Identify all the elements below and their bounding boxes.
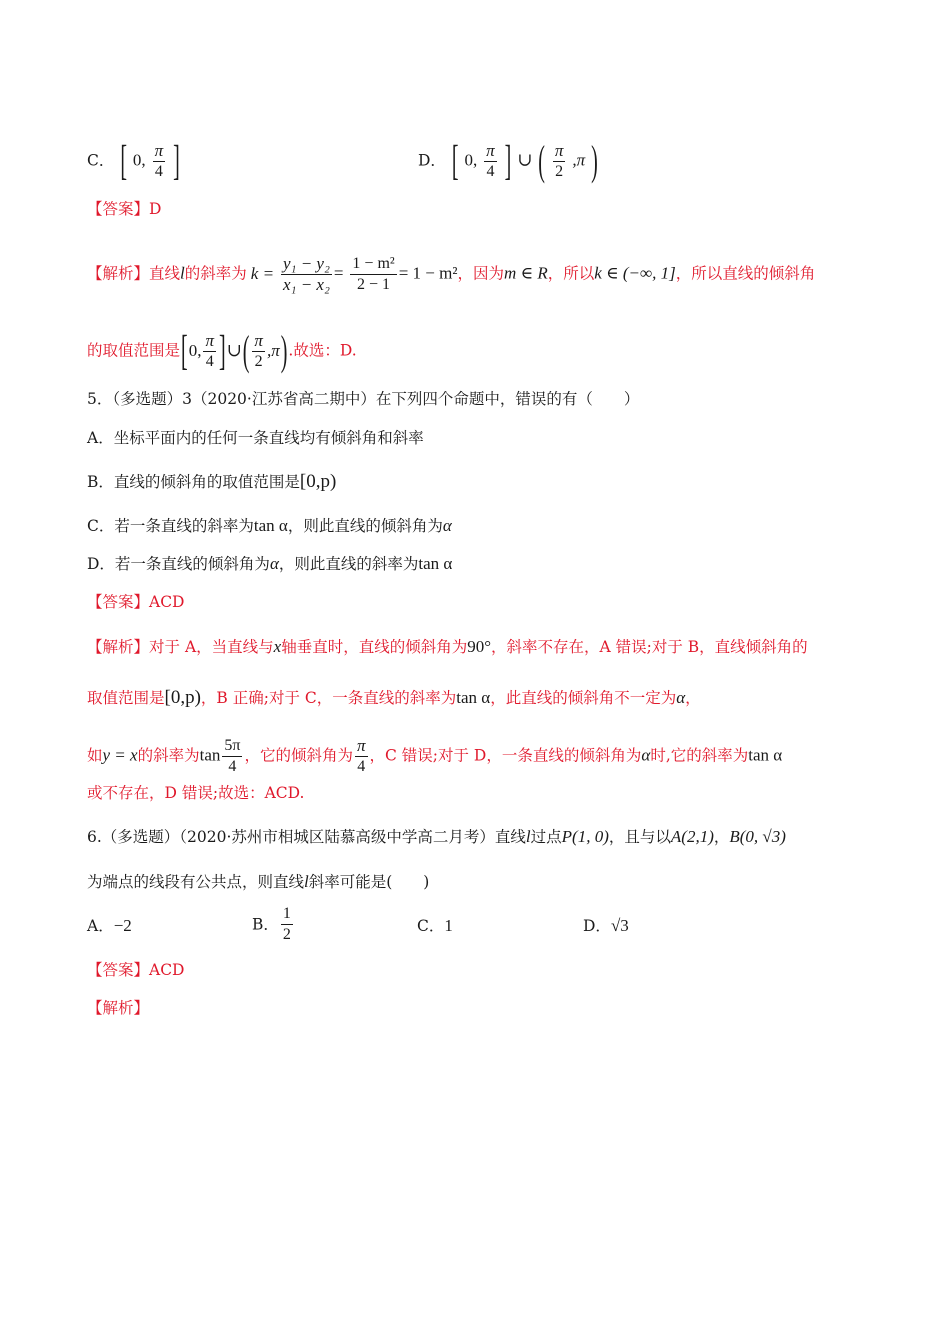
frac-den: 4 [486, 163, 495, 180]
interval-lower: 0, [464, 150, 478, 170]
alpha: α [442, 516, 452, 535]
q5-stem: 5．（多选题）3（2020·江苏省高二期中）在下列四个命题中，错误的有（ ） [87, 390, 640, 408]
frac-den: 4 [228, 758, 237, 775]
union-symbol: ∪ [517, 149, 533, 171]
text: 的斜率为 [184, 264, 247, 283]
alpha: α [269, 554, 279, 573]
value-fraction [350, 254, 396, 295]
point-a: A(2,1) [670, 827, 714, 846]
q6-stem-line1 [87, 826, 786, 848]
tan: tan [199, 745, 221, 765]
q6-option-c [417, 915, 453, 937]
text: 过点 [530, 828, 562, 846]
five-pi-over-4 [222, 736, 242, 777]
frac-den: x₁ − x₂ [283, 275, 330, 294]
frac-num: 1 − m² [350, 254, 396, 275]
option-label: D． [583, 917, 611, 935]
text: ，因为 [457, 264, 504, 283]
text: 6.（多选题）（2020·苏州市相城区陆慕高级中学高二月考）直线 [87, 828, 526, 846]
var-x: x [273, 637, 282, 656]
text: 的斜率为 [137, 746, 200, 765]
pi-over-2 [553, 141, 566, 182]
q5-answer: 【答案】ACD [87, 593, 185, 611]
text: 对于 A，当直线与 [149, 638, 274, 656]
q5-option-c [87, 515, 452, 537]
frac-den: 2 [555, 163, 564, 180]
frac-num: π [356, 736, 366, 755]
option-value: −2 [113, 916, 132, 935]
q6-stem-line2 [87, 871, 429, 893]
option-label: B． [252, 915, 279, 934]
text: 取值范围是 [87, 689, 165, 707]
pi-over-4 [153, 141, 166, 182]
text: ，C 错误;对于 D，一条直线的倾斜角为 [369, 746, 642, 765]
text: 的取值范围是 [87, 341, 181, 360]
q5-analysis-line1 [87, 636, 808, 658]
bracket-open: [ [451, 138, 459, 185]
k-range: k ∈ (−∞, 1] [594, 263, 676, 283]
frac-den: 4 [154, 163, 163, 180]
result: = 1 − m² [398, 263, 458, 283]
interval: [0,p) [164, 687, 201, 708]
q5-option-b [87, 471, 336, 493]
q5-analysis-line2 [87, 687, 701, 709]
option-c [87, 138, 181, 185]
q6-option-b [252, 904, 295, 945]
bracket-close: ] [504, 138, 512, 185]
point-p: P(1, 0) [561, 827, 609, 846]
q5-option-d [87, 553, 452, 575]
paren-close: ) [591, 138, 598, 185]
var-l: l [304, 872, 309, 891]
q4-analysis-line2 [87, 328, 357, 375]
q6-option-a [87, 915, 132, 937]
text: 斜率可能是( ) [308, 873, 430, 891]
k-equals: k = [250, 263, 275, 283]
option-value: √3 [610, 916, 629, 935]
alpha: α [676, 688, 686, 707]
tan-alpha: tan α [253, 516, 288, 535]
q5-option-a: A．坐标平面内的任何一条直线均有倾斜角和斜率 [87, 429, 424, 447]
text: 为端点的线段有公共点，则直线 [87, 873, 305, 891]
var-l: l [525, 827, 531, 846]
text: D．若一条直线的倾斜角为 [87, 555, 270, 573]
text: 轴垂直时，直线的倾斜角为 [281, 638, 468, 656]
frac-num: 1 [281, 904, 293, 925]
q6-analysis-tag: 【解析】 [87, 999, 150, 1017]
interval: [0,p) [299, 471, 337, 492]
frac-den: 2 [282, 926, 291, 943]
q5-analysis-line4: 或不存在，D 错误;故选：ACD. [87, 784, 305, 802]
q6-option-d [583, 915, 629, 937]
text: ，所以直线的倾斜角 [675, 264, 816, 283]
bracket-open: [ [120, 138, 127, 185]
text: ，所以 [547, 264, 595, 283]
analysis-tag: 【解析】 [87, 638, 150, 656]
pi-over-4 [484, 141, 497, 182]
interval-lower: 0, [132, 150, 146, 170]
tan-alpha: tan α [418, 554, 453, 573]
text: .故选：D. [288, 341, 357, 360]
option-label: C． [417, 917, 445, 935]
pi-over-4: $\frac{\pi}{4}$ [205, 331, 214, 370]
text: ，斜率不存在，A 错误;对于 B，直线倾斜角的 [491, 638, 808, 656]
frac-num: π [554, 141, 564, 160]
text: ，此直线的倾斜角不一定为 [490, 689, 677, 707]
option-d-label: D． [418, 151, 446, 170]
pi-over-4 [355, 736, 368, 777]
alpha: α [641, 745, 651, 765]
point-b: B(0, √3) [729, 827, 786, 846]
range-expression: [0, $\frac{\pi}{4}$ ]∪( $\frac{\pi}{2}$ ,π) [181, 328, 288, 375]
text: 直线 [149, 264, 181, 283]
text: ，B 正确;对于 C，一条直线的斜率为 [200, 689, 457, 707]
text: C．若一条直线的斜率为 [87, 517, 254, 535]
text: 如 [87, 746, 103, 765]
frac-num: π [486, 141, 495, 160]
option-value: 1 [444, 916, 453, 935]
equals: = [333, 263, 344, 283]
paren-open: ( [538, 138, 545, 185]
y-equals-x: y = x [102, 745, 138, 765]
text: ，则此直线的倾斜角为 [287, 517, 443, 535]
frac-den: 2 − 1 [357, 276, 391, 293]
option-d [418, 138, 599, 185]
text: B．直线的倾斜角的取值范围是 [87, 473, 300, 491]
option-c-label: C． [87, 151, 115, 170]
text: ，它的倾斜角为 [244, 746, 353, 765]
q4-answer: 【答案】D [87, 200, 162, 218]
q5-analysis-line3 [87, 736, 782, 777]
option-label: A． [87, 917, 114, 935]
frac-den: 4 [357, 758, 366, 775]
frac-num: π [154, 141, 164, 160]
m-in-r: m ∈ R [503, 263, 548, 283]
text: ，则此直线的斜率为 [278, 555, 419, 573]
one-half [281, 904, 293, 945]
slope-fraction [281, 254, 332, 295]
frac-num: y₁ − y₂ [283, 254, 330, 273]
interval-upper: ,π [572, 150, 586, 170]
text: 时,它的斜率为 [650, 746, 749, 765]
text: ，且与以 [608, 828, 671, 846]
text: ， [685, 689, 701, 707]
bracket-close: ] [173, 138, 180, 185]
q4-analysis-line1 [87, 254, 815, 295]
frac-num: 5π [222, 736, 242, 757]
q6-answer: 【答案】ACD [87, 961, 185, 979]
text: ， [713, 828, 730, 846]
analysis-tag: 【解析】 [87, 264, 150, 283]
tan-alpha: tan α [456, 688, 491, 707]
var-l: l [180, 263, 185, 283]
pi-over-2: $\frac{\pi}{2}$ [254, 331, 263, 370]
ninety-degrees: 90° [467, 637, 492, 656]
tan-alpha: tan α [748, 745, 783, 765]
